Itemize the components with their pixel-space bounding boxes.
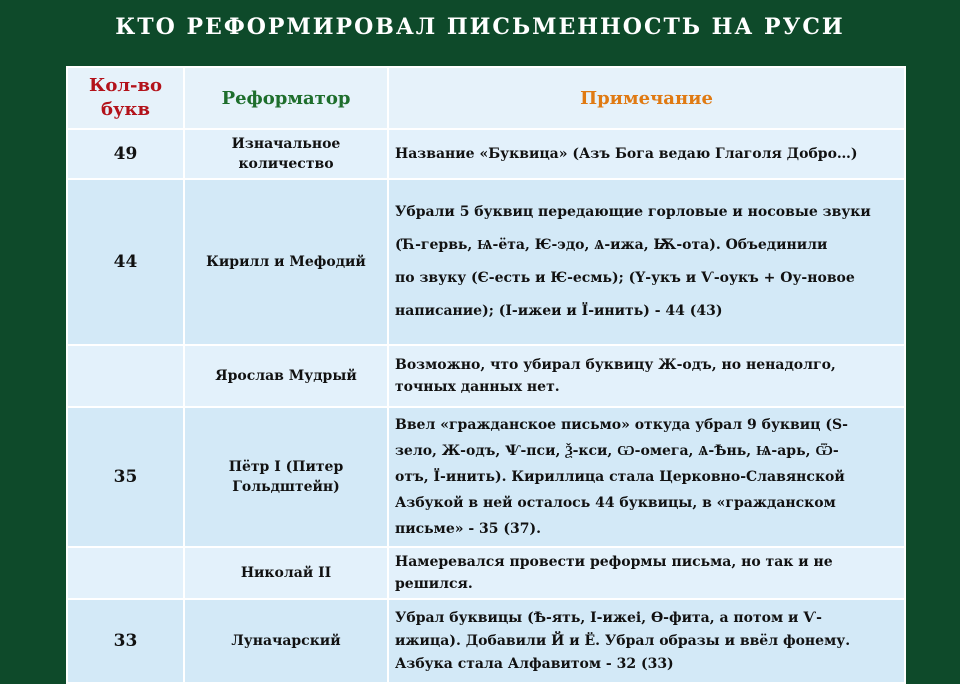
note-line: Ввел «гражданское письмо» откуда убрал 9 буквиц (Ѕ- [395,417,848,433]
note-line: написание); (І-ижеи и Ї-инить) - 44 (43) [395,303,723,319]
note-line: письме» - 35 (37). [395,521,541,537]
header-note: Примечание [388,67,905,129]
header-reformer: Реформатор [184,67,388,129]
reform-table [66,66,904,672]
cell-reformer: Ярослав Мудрый [184,345,388,407]
cell-note [388,345,905,407]
cell-note [388,547,905,599]
cell-reformer: Луначарский [184,599,388,683]
table-row [67,407,905,547]
cell-note [388,129,905,179]
note-line: Азбукой в ней осталось 44 буквицы, в «гражданском [395,495,836,511]
slide-title: КТО РЕФОРМИРОВАЛ ПИСЬМЕННОСТЬ НА РУСИ [115,14,845,40]
cell-note [388,599,905,683]
table-row [67,547,905,599]
cell-count [67,547,184,599]
note-line: зело, Ж-одъ, Ѱ-пси, Ѯ-кси, Ѡ-омега, Ѧ-Ѣнь, Ѩ-арь, Ѿ- [395,443,839,459]
table-row [67,129,905,179]
note-line: Убрал буквицы (Ѣ-ять, І-ижеі, Ѳ-фита, а потом и Ѵ- [395,609,822,626]
cell-count [67,345,184,407]
note-line: Убрали 5 буквиц передающие горловые и носовые звуки [395,204,871,220]
note-line: отъ, Ї-инить). Кириллица стала Церковно-Славянской [395,469,845,485]
cell-count: 49 [67,129,184,179]
table-row [67,179,905,345]
note-line: Азбука стала Алфавитом - 32 (33) [395,655,674,672]
note-line: Намеревался провести реформы письма, но так и не [395,554,833,570]
note-line: решился. [395,576,473,592]
cell-count: 33 [67,599,184,683]
table-row [67,345,905,407]
table-row [67,599,905,683]
note-line: (Ћ-гервь, Ѩ-ёта, Ѥ-эдо, Ѧ-ижа, Ѭ-ота). Объединили [395,237,828,253]
note-line: Название «Буквица» (Азъ Бога ведаю Глаголя Добро…) [395,146,858,162]
cell-reformer: Кирилл и Мефодий [184,179,388,345]
cell-note [388,179,905,345]
table-header-row [67,67,905,129]
cell-count: 44 [67,179,184,345]
note-line: точных данных нет. [395,379,560,395]
cell-reformer: Пётр I (Питер Гольдштейн) [184,407,388,547]
cell-reformer: Николай II [184,547,388,599]
cell-count: 35 [67,407,184,547]
note-line: ижица). Добавили Й и Ё. Убрал образы и ввёл фонему. [395,632,851,649]
cell-reformer: Изначальное количество [184,129,388,179]
cell-note [388,407,905,547]
note-line: Возможно, что убирал буквицу Ж-одъ, но ненадолго, [395,357,836,373]
header-count: Кол-во букв [67,67,184,129]
note-line: по звуку (Є-есть и Ѥ-есмь); (Ү-укъ и Ѵ-оукъ + Оу-новое [395,270,855,286]
